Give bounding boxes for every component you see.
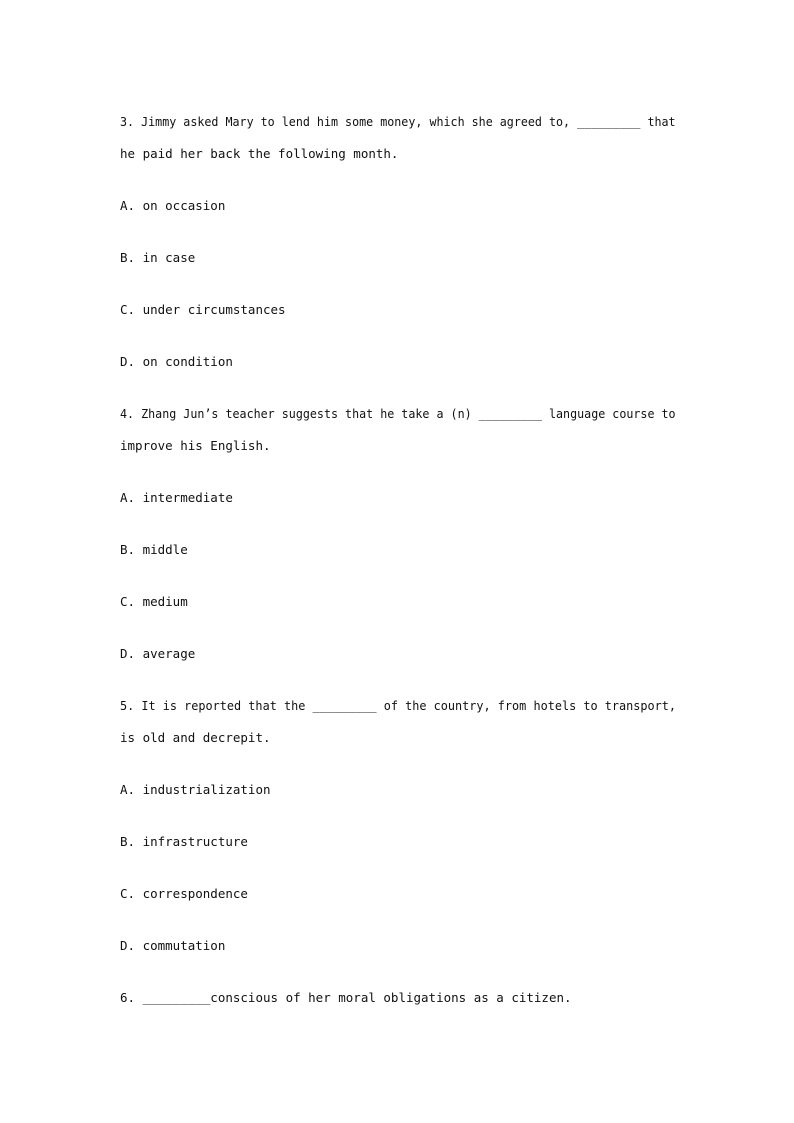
question-4-stem-line-1: 4. Zhang Jun’s teacher suggests that he take a (n) _________ language course to [120,406,676,421]
question-5-option-c: C. correspondence [120,886,248,901]
question-5-stem-line-1: 5. It is reported that the _________ of the country, from hotels to transport, [120,698,677,713]
question-3-option-d: D. on condition [120,354,233,369]
question-4-option-b: B. middle [120,542,188,557]
question-5-stem-line-2: is old and decrepit. [120,730,271,745]
question-6-stem-line-1: 6. _________conscious of her moral obligations as a citizen. [120,990,572,1005]
question-3-option-a: A. on occasion [120,198,226,213]
question-3-option-b: B. in case [120,250,196,265]
question-5-option-a: A. industrialization [120,782,271,797]
question-4-option-d: D. average [120,646,196,661]
question-5-option-d: D. commutation [120,938,226,953]
question-3-stem-line-2: he paid her back the following month. [120,146,399,161]
question-4-option-a: A. intermediate [120,490,233,505]
question-5-option-b: B. infrastructure [120,834,248,849]
question-3-option-c: C. under circumstances [120,302,286,317]
question-4-option-c: C. medium [120,594,188,609]
question-4-stem-line-2: improve his English. [120,438,271,453]
exercise-content [120,108,676,1016]
question-3-stem-line-1: 3. Jimmy asked Mary to lend him some money, which she agreed to, _________ that [120,114,676,129]
